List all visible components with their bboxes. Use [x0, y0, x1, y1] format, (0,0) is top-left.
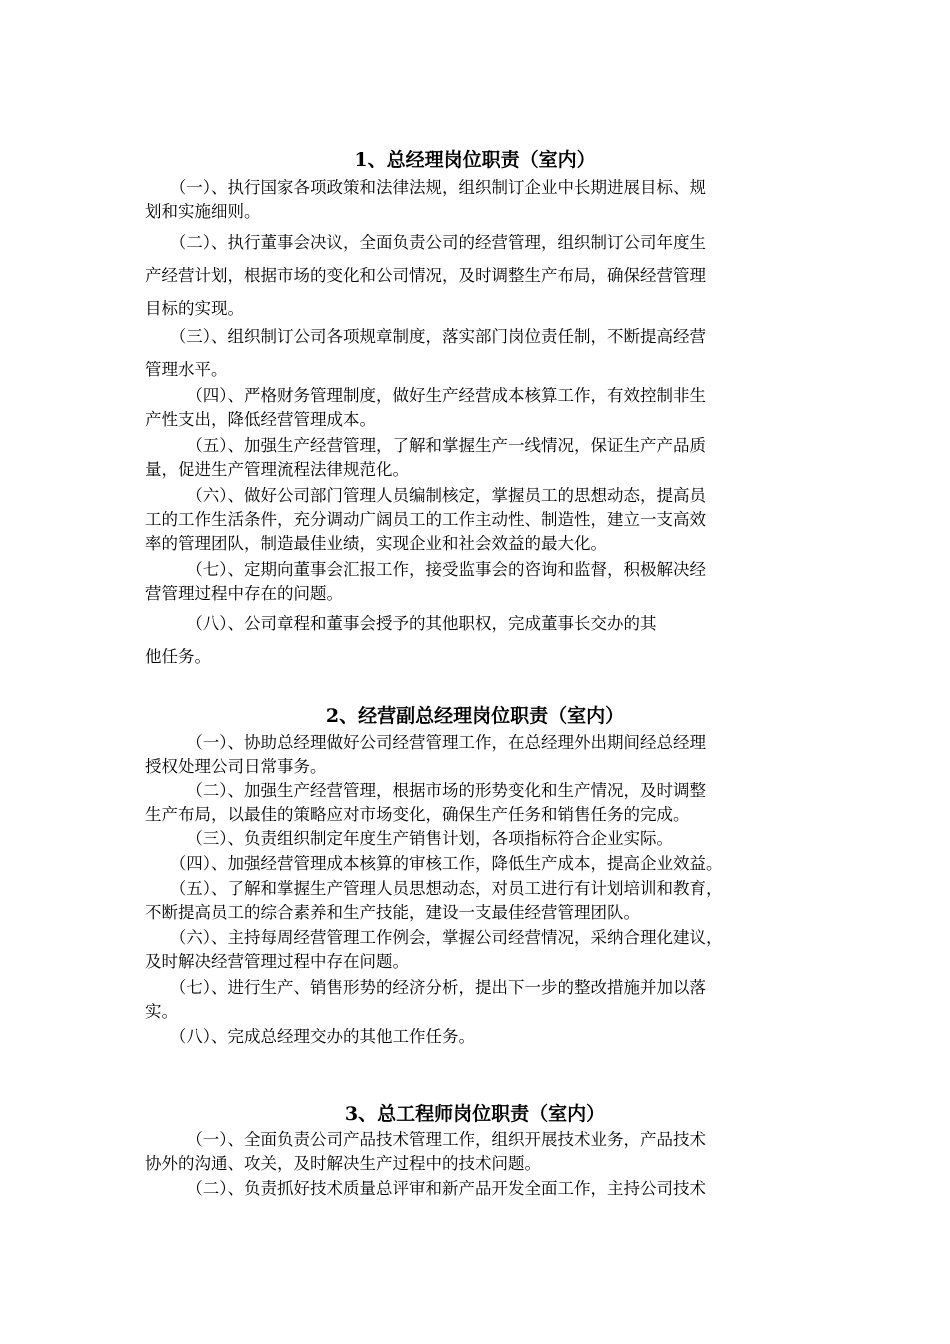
- section-1-paragraph-5: （五）、加强生产经营管理，了解和掌握生产一线情况，保证生产产品质 量，促进生产管理流程法律规范化。: [145, 436, 706, 479]
- section-1-paragraph-7: （七）、定期向董事会汇报工作，接受监事会的咨询和监督，积极解决经 营管理过程中存在的问题。: [145, 560, 706, 603]
- section-2-paragraph-1: （一）、协助总经理做好公司经营管理工作，在总经理外出期间经总经理 授权处理公司日常事务。: [145, 733, 706, 776]
- section-2-paragraph-2: （二）、加强生产经营管理，根据市场的形势变化和生产情况，及时调整 生产布局，以最佳的策略应对市场变化，确保生产任务和销售任务的完成。: [145, 781, 706, 824]
- section-1-paragraph-3: （三）、组织制订公司各项规章制度，落实部门岗位责任制，不断提高经营 管理水平。: [145, 327, 706, 379]
- section-2-paragraph-3: （三）、负责组织制定年度生产销售计划，各项指标符合企业实际。: [145, 829, 673, 848]
- section-2-paragraph-6: （六）、主持每周经营管理工作例会，掌握公司经营情况，采纳合理化建议， 及时解决经营管理过程中存在问题。: [145, 928, 723, 971]
- section-1-paragraph-6: （六）、做好公司部门管理人员编制核定，掌握员工的思想动态，提高员 工的工作生活条件，充分调动广阔员工的工作主动性、制造性，建立一支高效 率的管理团队，制造最佳业绩，实现企业和社会效益的最大化。: [145, 486, 706, 553]
- section-3-paragraph-1: （一）、全面负责公司产品技术管理工作，组织开展技术业务，产品技术 协外的沟通、攻关，及时解决生产过程中的技术问题。: [145, 1130, 706, 1173]
- section-2-paragraph-7: （七）、进行生产、销售形势的经济分析，提出下一步的整改措施并加以落 实。: [145, 978, 706, 1021]
- section-3-paragraph-2: （二）、负责抓好技术质量总评审和新产品开发全面工作，主持公司技术: [145, 1179, 706, 1198]
- section-1-title: 1、总经理岗位职责（室内）: [354, 149, 596, 171]
- section-1-paragraph-8: （八）、公司章程和董事会授予的其他职权，完成董事长交办的其 他任务。: [145, 614, 657, 666]
- section-2-paragraph-4: （四）、加强经营管理成本核算的审核工作，降低生产成本，提高企业效益。: [145, 854, 723, 873]
- section-2-title: 2、经营副总经理岗位职责（室内）: [325, 705, 625, 727]
- section-2-paragraph-8: （八）、完成总经理交办的其他工作任务。: [145, 1027, 475, 1046]
- section-3-title: 3、总工程师岗位职责（室内）: [344, 1103, 606, 1125]
- section-2-paragraph-5: （五）、了解和掌握生产管理人员思想动态，对员工进行有计划培训和教育， 不断提高员工的综合素养和生产技能，建设一支最佳经营管理团队。: [145, 879, 723, 922]
- section-1-paragraph-2: （二）、执行董事会决议，全面负责公司的经营管理，组织制订公司年度生 产经营计划，根据市场的变化和公司情况，及时调整生产布局，确保经营管理 目标的实现。: [145, 233, 706, 318]
- section-1-paragraph-1: （一）、执行国家各项政策和法律法规，组织制订企业中长期进展目标、规 划和实施细则。: [145, 178, 706, 221]
- section-1-paragraph-4: （四）、严格财务管理制度，做好生产经营成本核算工作，有效控制非生 产性支出，降低经营管理成本。: [145, 386, 706, 429]
